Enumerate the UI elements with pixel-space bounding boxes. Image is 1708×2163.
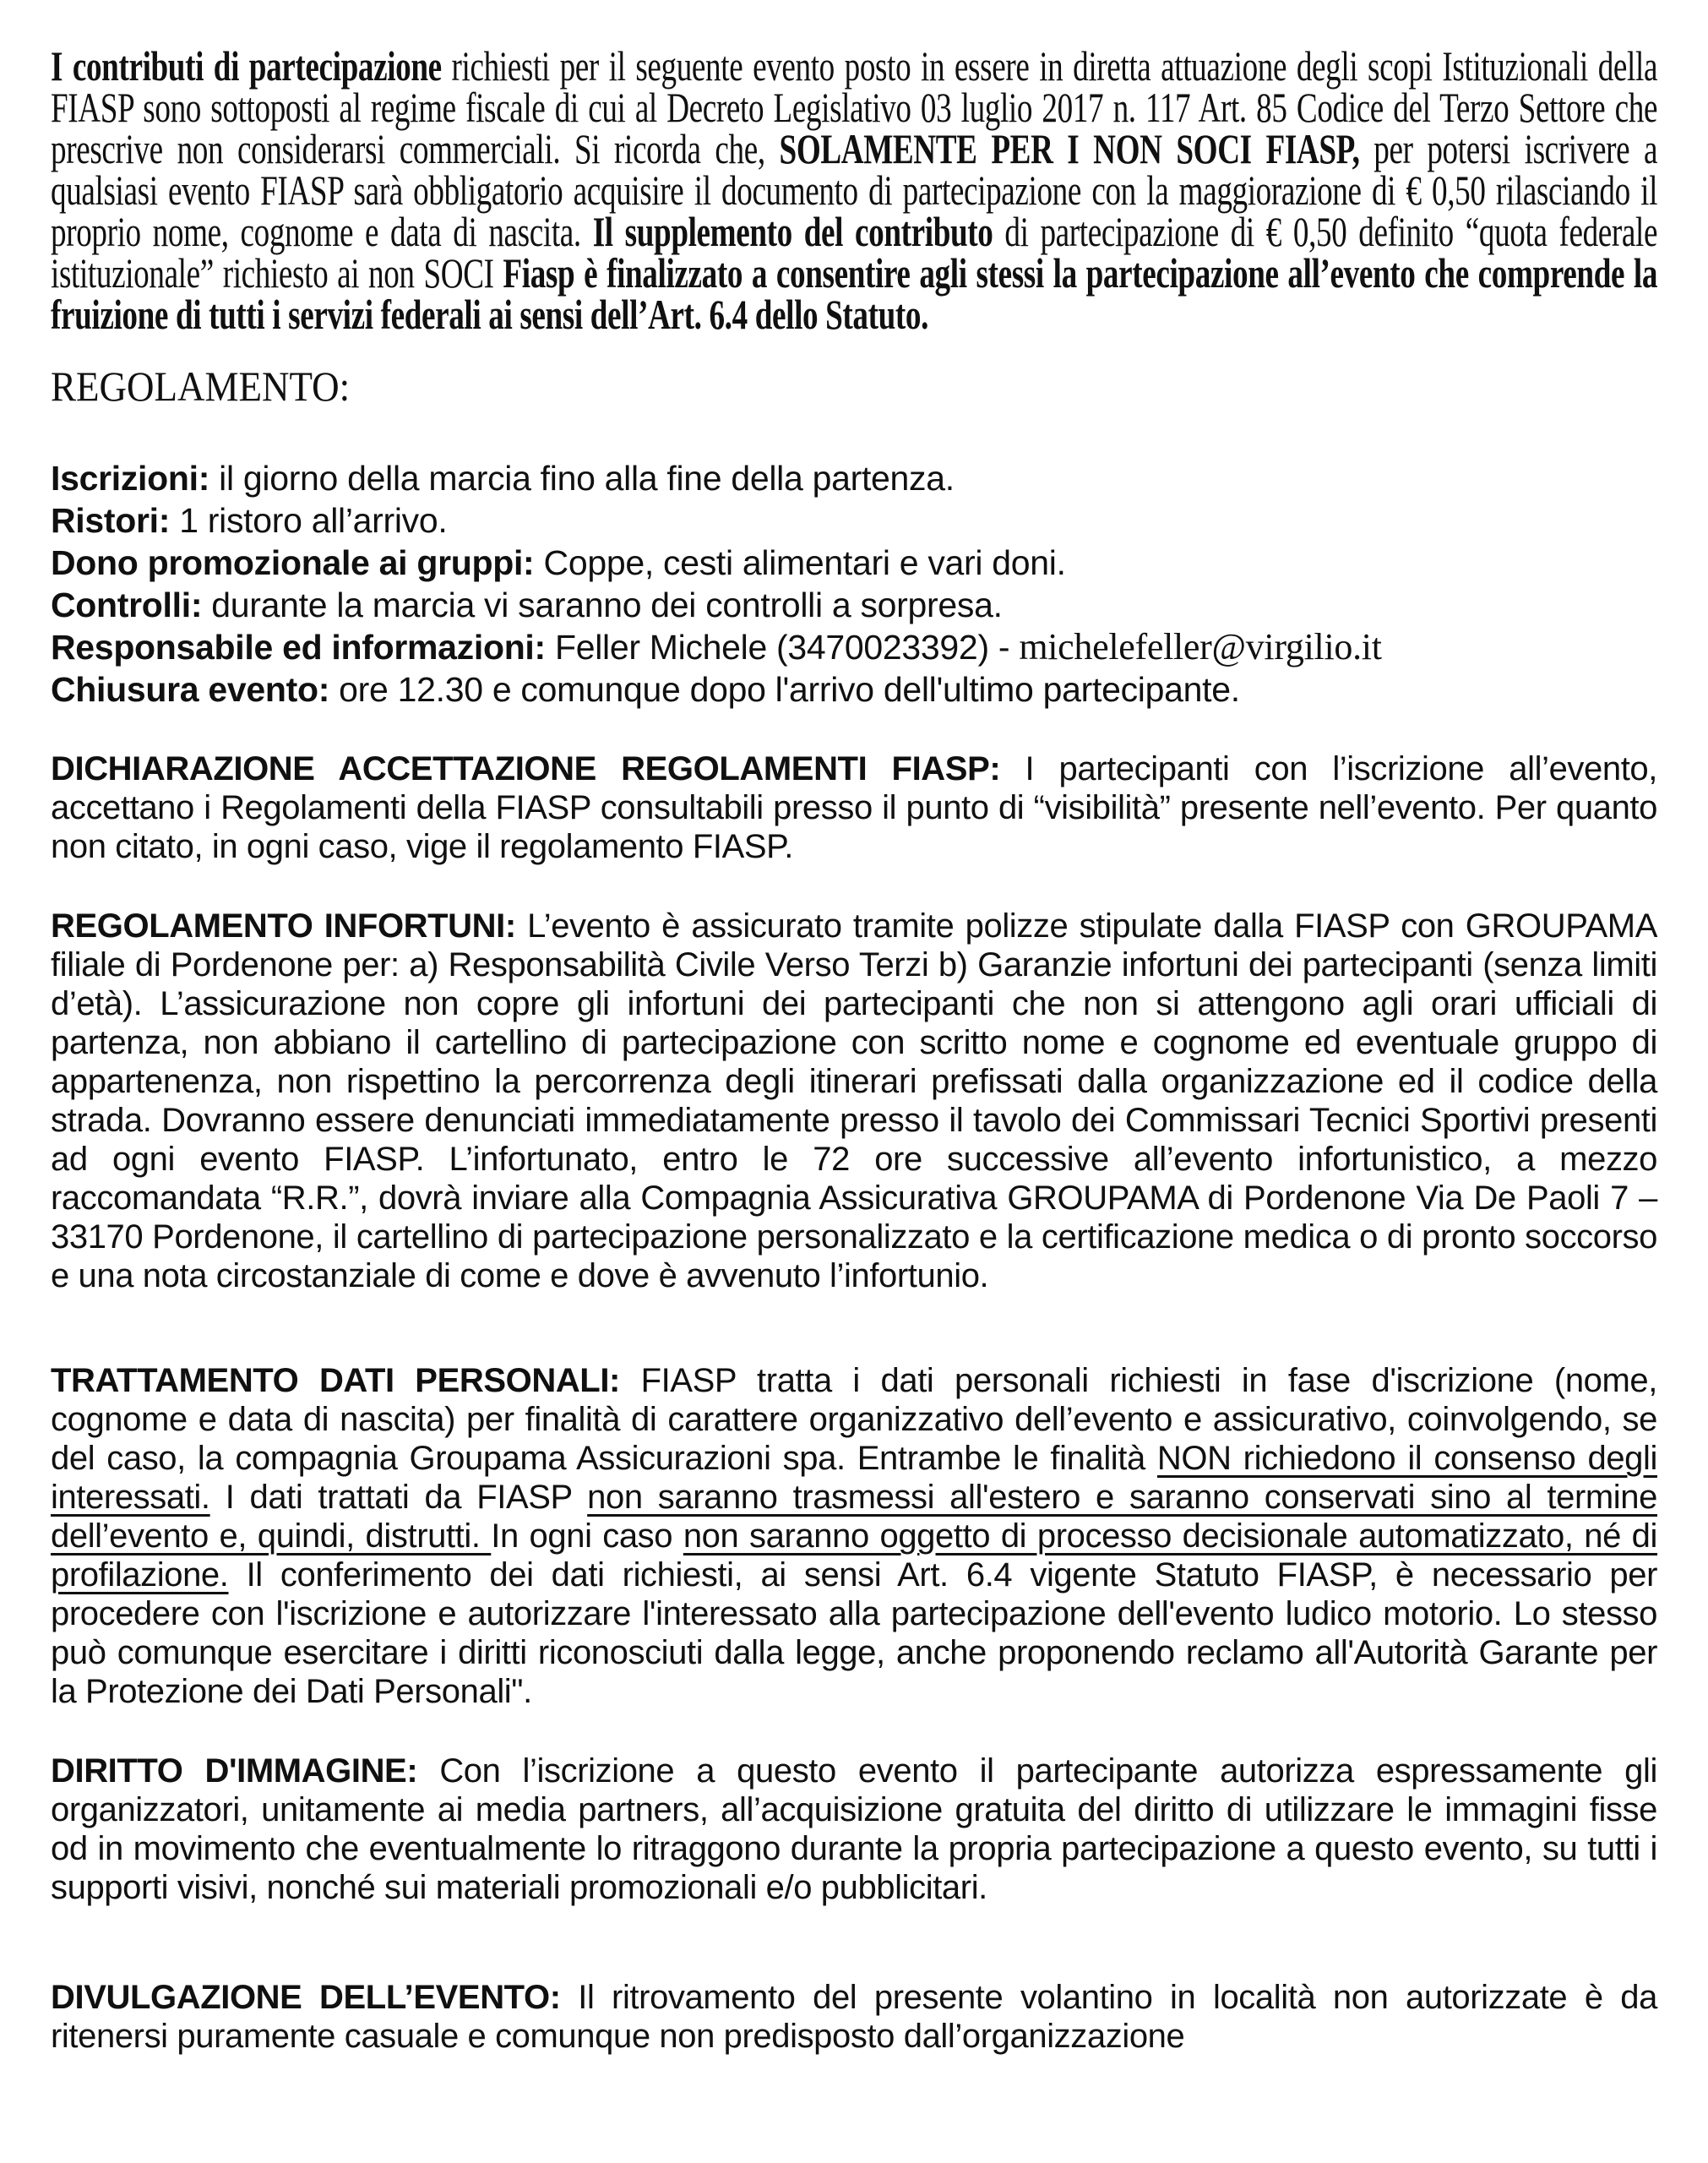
- text-run: durante la marcia vi saranno dei controlli a sorpresa.: [202, 586, 1003, 624]
- bold-run: REGOLAMENTO INFORTUNI:: [51, 907, 516, 945]
- serif-run: michelefeller@virgilio.it: [1019, 626, 1382, 667]
- dichiarazione-paragraph: [51, 749, 1657, 866]
- bold-run: Fiasp è finalizzato a consentire agli stessi la partecipazione all’evento che comprende la fruizione di tutti i servizi federali ai sensi dell’Art. 6.4 dello Statuto.: [51, 249, 1658, 338]
- text-run: 1 ristoro all’arrivo.: [170, 501, 448, 540]
- bold-run: DIRITTO D'IMMAGINE:: [51, 1752, 418, 1790]
- text-run: L’evento è assicurato tramite polizze stipulate dalla FIASP con GROUPAMA filiale di Pordenone per: a) Responsabilità Civile Verso Terzi b) Garanzie infortuni dei partecipanti (senza limiti d’età). L’assicurazione non copre gli infortuni dei partecipanti che non si attengono agli orari ufficiali di partenza, non abbiano il cartellino di partecipazione con scritto nome e cognome ed eventuale gruppo di appartenenza, non rispettino la percorrenza degli itinerari prefissati dalla organizzazione ed il codice della strada. Dovranno essere denunciati immediatamente presso il tavolo dei Commissari Tecnici Sportivi presenti ad ogni evento FIASP. L’infortunato, entro le 72 ore successive all’evento infortunistico, a mezzo raccomandata “R.R.”, dovrà inviare alla Compagnia Assicurativa GROUPAMA di Pordenone Via De Paoli 7 – 33170 Pordenone, il cartellino di partecipazione personalizzato e la certificazione medica o di pronto soccorso e una nota circostanziale di come e dove è avvenuto l’infortunio.: [51, 907, 1658, 1294]
- bold-run: Iscrizioni:: [51, 459, 210, 498]
- trattamento-paragraph: [51, 1361, 1657, 1711]
- underlined-run: NON richiedono il consenso degli interessati.: [51, 1440, 1657, 1516]
- bold-run: TRATTAMENTO DATI PERSONALI:: [51, 1362, 620, 1399]
- text-run: FIASP tratta i dati personali richiesti in fase d'iscrizione (nome, cognome e data di nascita) per finalità di carattere organizzativo dell’evento e assicurativo, coinvolgendo, se del caso, la compagnia Groupama Assicurazioni spa. Entrambe le finalità: [51, 1362, 1657, 1477]
- bold-run: Ristori:: [51, 501, 171, 540]
- bold-run: Il supplemento del contributo: [592, 208, 993, 255]
- regolamento-list-item: [51, 499, 1657, 542]
- bold-run: I contributi di partecipazione: [51, 42, 442, 90]
- regolamento-list-item: [51, 626, 1657, 668]
- infortuni-paragraph: [51, 907, 1657, 1295]
- bold-run: SOLAMENTE PER I NON SOCI FIASP,: [779, 125, 1360, 172]
- text-run: il giorno della marcia fino alla fine della partenza.: [209, 459, 955, 498]
- text-run: per potersi iscrivere a qualsiasi evento FIASP sarà obbligatorio acquisire il documento di partecipazione con la maggiorazione di € 0,50 rilasciando il proprio nome, cognome e data di nascita.: [51, 125, 1658, 255]
- text-run: Coppe, cesti alimentari e vari doni.: [534, 543, 1066, 582]
- text-run: Il conferimento dei dati richiesti, ai sensi Art. 6.4 vigente Statuto FIASP, è necessario per procedere con l'iscrizione e autorizzare l'interessato alla partecipazione dell'evento ludico motorio. Lo stesso può comunque esercitare i diritti riconosciuti dalla legge, anche proponendo reclamo all'Autorità Garante per la Protezione dei Dati Personali".: [51, 1556, 1657, 1710]
- text-run: richiesti per il seguente evento posto in essere in diretta attuazione degli scopi Istituzionali della FIASP sono sottoposti al regime fiscale di cui al Decreto Legislativo 03 luglio 2017 n. 117 Art. 85 Codice del Terzo Settore che prescrive non considerarsi commerciali. Si ricorda che,: [51, 42, 1658, 172]
- underlined-run: non saranno oggetto di processo decisionale automatizzato, né di profilazione.: [51, 1517, 1658, 1594]
- text-run: Il ritrovamento del presente volantino in località non autorizzate è da ritenersi puramente casuale e comunque non predisposto dall’organizzazione: [51, 1979, 1657, 2055]
- text-run: REGOLAMENTO:: [51, 362, 351, 410]
- diritto-paragraph: [51, 1752, 1657, 1907]
- bold-run: DIVULGAZIONE DELL’EVENTO:: [51, 1979, 561, 2016]
- intro-paragraph: [51, 42, 1658, 338]
- regolamento-list-item: [51, 668, 1657, 711]
- bold-run: Responsabile ed informazioni:: [51, 628, 546, 667]
- regolamento-list: [51, 457, 1657, 711]
- underlined-run: non saranno trasmessi all'estero e saranno conservati sino al termine dell’evento e, quindi, distrutti.: [51, 1479, 1657, 1555]
- text-run: In ogni caso: [491, 1517, 683, 1555]
- regolamento-list-item: [51, 542, 1657, 584]
- regolamento-heading: [51, 364, 1497, 408]
- text-run: I partecipanti con l’iscrizione all’evento, accettano i Regolamenti della FIASP consultabili presso il punto di “visibilità” presente nell’evento. Per quanto non citato, in ogni caso, vige il regolamento FIASP.: [51, 750, 1657, 865]
- bold-run: Controlli:: [51, 586, 203, 624]
- text-run: I dati trattati da FIASP: [209, 1479, 588, 1516]
- text-run: Feller Michele (3470023392) -: [545, 628, 1020, 667]
- regolamento-list-item: [51, 584, 1657, 626]
- text-run: ore 12.30 e comunque dopo l'arrivo dell'ultimo partecipante.: [329, 670, 1240, 709]
- bold-run: Chiusura evento:: [51, 670, 330, 709]
- bold-run: DICHIARAZIONE ACCETTAZIONE REGOLAMENTI FIASP:: [51, 750, 1001, 787]
- bold-run: Dono promozionale ai gruppi:: [51, 543, 535, 582]
- text-run: Con l’iscrizione a questo evento il partecipante autorizza espressamente gli organizzatori, unitamente ai media partners, all’acquisizione gratuita del diritto di utilizzare le immagini fisse od in movimento che eventualmente lo ritraggono durante la propria partecipazione a questo evento, su tutti i supporti visivi, nonché sui materiali promozionali e/o pubblicitari.: [51, 1752, 1657, 1906]
- text-run: di partecipazione di € 0,50 definito “quota federale istituzionale” richiesto ai non SOCI: [51, 208, 1658, 297]
- regolamento-list-item: [51, 457, 1657, 499]
- divulgazione-paragraph: [51, 1978, 1657, 2056]
